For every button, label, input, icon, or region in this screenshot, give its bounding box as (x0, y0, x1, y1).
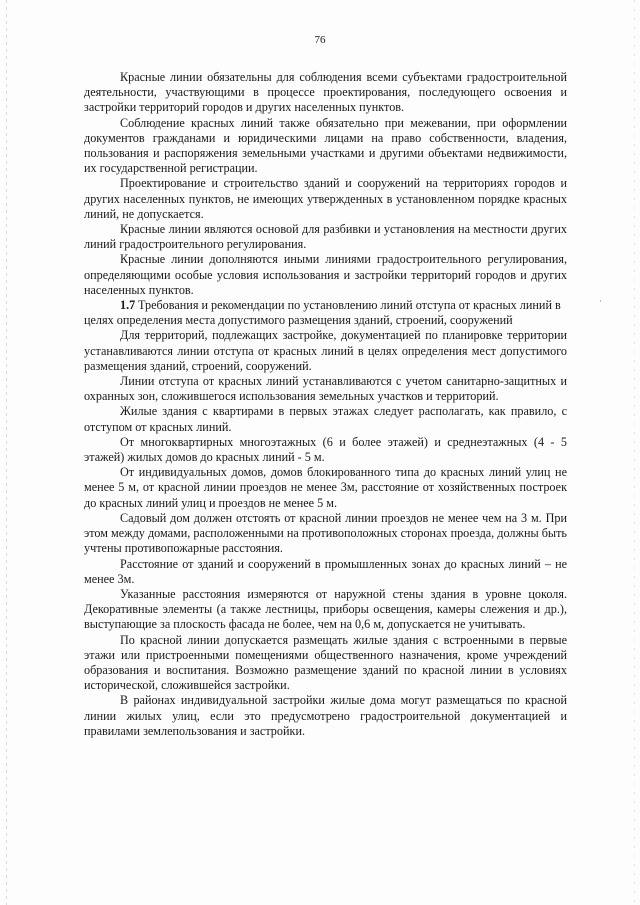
scan-edge-right (634, 0, 635, 905)
paragraph: Линии отступа от красных линий устанавливаются с учетом санитарно-защитных и охранных зон, сложившегося использования земельных участков и территорий. (84, 374, 567, 404)
scan-edge-left (6, 0, 7, 905)
page-number: 76 (314, 34, 326, 46)
paragraph: Указанные расстояния измеряются от наружной стены здания в уровне цоколя. Декоративные элементы (а также лестницы, приборы освещения, камеры слежения и др.), выступающие за плоскость фасада не более, чем на 0,6 м, допускается не учитывать. (84, 586, 567, 632)
paragraph: По красной линии допускается размещать жилые здания с встроенными в первые этажи или пристроенными помещениями общественного назначения, кроме учреждений образования и воспитания. Возможно размещение зданий по красной линии в условиях исторической, сложившейся застройки. (84, 632, 567, 693)
paragraph: Красные линии являются основой для разбивки и установления на местности других линий градостроительного регулирования. (84, 222, 567, 252)
margin-mark: · (599, 296, 602, 306)
section-number: 1.7 (120, 298, 136, 313)
section-title: Требования и рекомендации по установлению линий отступа от красных линий в целях определения места допустимого размещения зданий, строений, сооружений (84, 298, 561, 328)
document-body (84, 70, 567, 739)
paragraph: Жилые здания с квартирами в первых этажах следует располагать, как правило, с отступом от красных линий. (84, 404, 567, 434)
paragraph: От многоквартирных многоэтажных (6 и более этажей) и среднеэтажных (4 - 5 этажей) жилых домов до красных линий - 5 м. (84, 434, 567, 465)
paragraph: Расстояние от зданий и сооружений в промышленных зонах до красных линий – не менее 3м. (84, 556, 567, 586)
paragraph: Для территорий, подлежащих застройке, документацией по планировке территории устанавливаются линии отступа от красных линий в целях определения мест допустимого размещения зданий, строений, сооружений. (84, 328, 567, 373)
paragraph: Соблюдение красных линий также обязательно при межевании, при оформлении документов гражданами и юридическими лицами на право собственности, владения, пользования и распоряжения земельными участками и другими объектами недвижимости, их государственной регистрации. (84, 115, 567, 176)
paragraph: Проектирование и строительство зданий и сооружений на территориях городов и других населенных пунктов, не имеющих утвержденных в установленном порядке красных линий, не допускается. (84, 176, 567, 221)
paragraph: От индивидуальных домов, домов блокированного типа до красных линий улиц не менее 5 м, от красной линии проездов не менее 3м, расстояние от хозяйственных построек до красных линий улиц и проездов не менее 5 м. (84, 465, 567, 510)
section-heading (84, 298, 567, 328)
paragraph: Красные линии дополняются иными линиями градостроительного регулирования, определяющими особые условия использования и застройки территорий городов и других населенных пунктов. (84, 252, 567, 297)
paragraph: Красные линии обязательны для соблюдения всеми субъектами градостроительной деятельности, участвующими в процессе проектирования, последующего освоения и застройки территорий городов и других населенных пунктов. (84, 70, 567, 115)
paragraph: В районах индивидуальной застройки жилые дома могут размещаться по красной линии жилых улиц, если это предусмотрено градостроительной документацией и правилами землепользования и застройки. (84, 693, 567, 738)
paragraph: Садовый дом должен отстоять от красной линии проездов не менее чем на 3 м. При этом между домами, расположенными на противоположных сторонах проезда, должны быть учтены противопожарные расстояния. (84, 510, 567, 556)
